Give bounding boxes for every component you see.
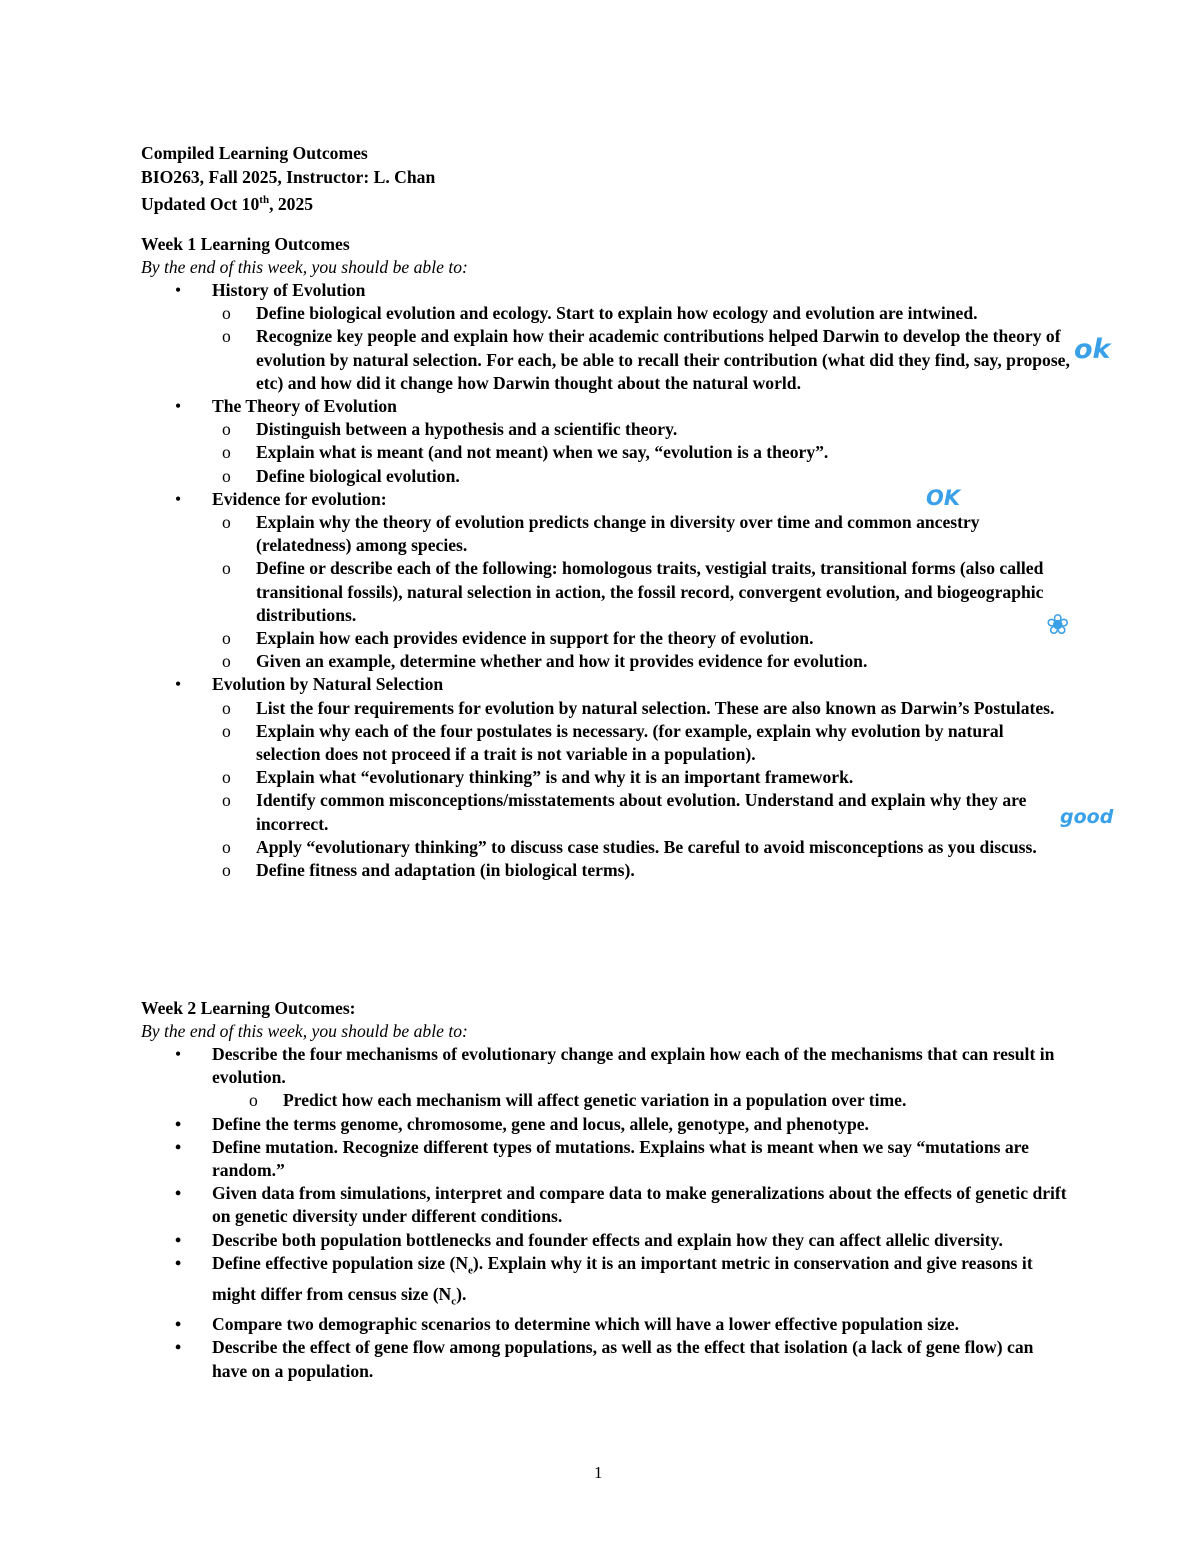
list-item: o Predict how each mechanism will affect genetic variation in a population over time. xyxy=(212,1089,1071,1112)
week1-topic-list xyxy=(141,279,1071,882)
list-item: o Define or describe each of the following: homologous traits, vestigial traits, transitional forms (also called transitional fossils), natural selection in action, the fossil record, convergent evolution, and biogeographic distributions. xyxy=(212,557,1071,627)
week2-title: Week 2 Learning Outcomes: xyxy=(141,998,356,1018)
list-item: o Explain why each of the four postulates is necessary. (for example, explain why evolution by natural selection does not proceed if a trait is not variable in a population). xyxy=(212,720,1071,766)
list-item: • Describe the effect of gene flow among populations, as well as the effect that isolation (a lack of gene flow) can have on a population. xyxy=(141,1336,1071,1382)
list-item: • Describe the four mechanisms of evolutionary change and explain how each of the mechanisms that can result in evolution. o Predict how each mechanism will affect genetic variation in a population over time. xyxy=(141,1043,1071,1113)
list-item: • Given data from simulations, interpret and compare data to make generalizations about the effects of genetic drift on genetic diversity under different conditions. xyxy=(141,1182,1071,1228)
list-item: o Explain what “evolutionary thinking” is and why it is an important framework. xyxy=(212,766,1071,789)
list-item: o Define biological evolution. xyxy=(212,465,1071,488)
list-item: o Define fitness and adaptation (in biological terms). xyxy=(212,859,1071,882)
week1-subtitle: By the end of this week, you should be able to: xyxy=(141,257,468,277)
handwritten-annotation-ok: ok xyxy=(1074,334,1111,365)
list-item: o Explain what is meant (and not meant) when we say, “evolution is a theory”. xyxy=(212,441,1071,464)
list-item: • Define the terms genome, chromosome, gene and locus, allele, genotype, and phenotype. xyxy=(141,1113,1071,1136)
week1-title: Week 1 Learning Outcomes xyxy=(141,234,350,254)
week1-section xyxy=(141,233,1071,882)
page-number: 1 xyxy=(594,1463,603,1482)
handwritten-annotation-good: good xyxy=(1060,806,1114,828)
list-item: • Describe both population bottlenecks and founder effects and explain how they can affect allelic diversity. xyxy=(141,1229,1071,1252)
week2-subtitle: By the end of this week, you should be able to: xyxy=(141,1021,468,1041)
handwritten-annotation-ok-2: OK xyxy=(926,486,961,510)
course-info: BIO263, Fall 2025, Instructor: L. Chan xyxy=(141,166,436,187)
document-title: Compiled Learning Outcomes xyxy=(141,143,368,163)
week2-outcome-list xyxy=(141,1043,1071,1383)
week2-section xyxy=(141,997,1071,1383)
list-item: • History of Evolution o Define biological evolution and ecology. Start to explain how ecology and evolution are intwined. o Recognize key people and explain how their academic contributions helped Darwin to develop the theory of evolution by natural selection. For each, be able to recall their contribution (what did they find, say, propose, etc) and how did it change how Darwin thought about the natural world. xyxy=(141,279,1071,395)
list-item: o Apply “evolutionary thinking” to discuss case studies. Be careful to avoid misconceptions as you discuss. xyxy=(212,836,1071,859)
list-item: o Recognize key people and explain how their academic contributions helped Darwin to develop the theory of evolution by natural selection. For each, be able to recall their contribution (what did they find, say, propose, etc) and how did it change how Darwin thought about the natural world. xyxy=(212,325,1071,395)
list-item: o Given an example, determine whether and how it provides evidence for evolution. xyxy=(212,650,1071,673)
flower-doodle-annotation: ❀ xyxy=(1046,608,1070,641)
list-item: • Evidence for evolution: o Explain why the theory of evolution predicts change in diversity over time and common ancestry (relatedness) among species. o Define or describe each of the following: homologous traits, vestigial traits, transitional forms (also called transitional fossils), natural selection in action, the fossil record, convergent evolution, and biogeographic distributions. o Explain how each provides evidence in support for the theory of evolution. o Given an example, determine whether and how it provides evidence for evolution. xyxy=(141,488,1071,674)
list-item: • Define effective population size $(N_e)$. Explain why it is an important metric in conservation and give reasons it might differ from census size $(N_c)$. xyxy=(141,1252,1071,1313)
list-item: • Evolution by Natural Selection o List the four requirements for evolution by natural selection. These are also known as Darwin’s Postulates. o Explain why each of the four postulates is necessary. (for example, explain why evolution by natural selection does not proceed if a trait is not variable in a population). o Explain what “evolutionary thinking” is and why it is an important framework. o Identify common misconceptions/misstatements about evolution. Understand and explain why they are incorrect. o Apply “evolutionary thinking” to discuss case studies. Be careful to avoid misconceptions as you discuss. o Define fitness and adaptation (in biological terms). xyxy=(141,673,1071,882)
list-item: o List the four requirements for evolution by natural selection. These are also known as Darwin’s Postulates. xyxy=(212,697,1071,720)
list-item: o Explain why the theory of evolution predicts change in diversity over time and common ancestry (relatedness) among species. xyxy=(212,511,1071,557)
list-item: • Define mutation. Recognize different types of mutations. Explains what is meant when we say “mutations are random.” xyxy=(141,1136,1071,1182)
list-item: o Distinguish between a hypothesis and a scientific theory. xyxy=(212,418,1071,441)
list-item: o Explain how each provides evidence in support for the theory of evolution. xyxy=(212,627,1071,650)
list-item: • Compare two demographic scenarios to determine which will have a lower effective population size. xyxy=(141,1313,1071,1336)
list-item: o Define biological evolution and ecology. Start to explain how ecology and evolution are intwined. xyxy=(212,302,1071,325)
list-item: • The Theory of Evolution o Distinguish between a hypothesis and a scientific theory. o Explain what is meant (and not meant) when we say, “evolution is a theory”. o Define biological evolution. xyxy=(141,395,1071,488)
updated-date: Updated Oct 10th, 2025 xyxy=(141,193,314,214)
list-item: o Identify common misconceptions/misstatements about evolution. Understand and explain why they are incorrect. xyxy=(212,789,1071,835)
document-header xyxy=(141,142,435,216)
